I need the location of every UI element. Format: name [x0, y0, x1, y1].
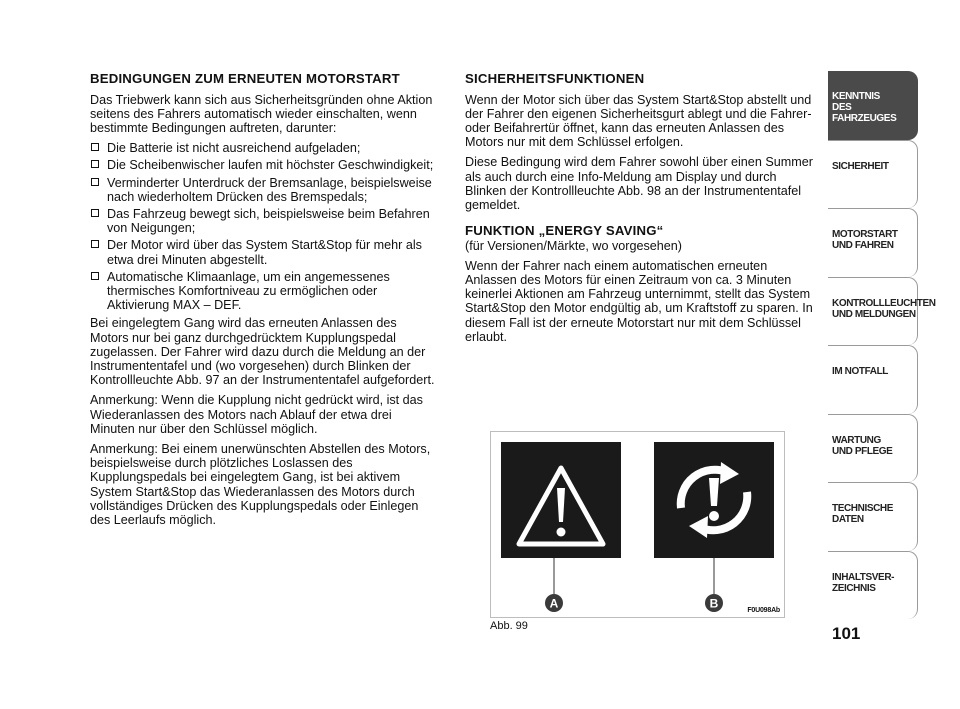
intro-paragraph: Das Triebwerk kann sich aus Sicherheitsgründen ohne Aktion seitens des Fahrers automatisch wieder einschalten, wenn bestimmte Bedingungen auftreten, darunter:	[90, 92, 433, 135]
list-item: Das Fahrzeug bewegt sich, beispielsweise beim Befahren von Neigungen;	[90, 207, 438, 235]
tab-wartung[interactable]: WARTUNG UND PFLEGE	[828, 414, 918, 483]
figure-caption: Abb. 99	[490, 620, 528, 632]
tab-kontrollleuchten[interactable]: KONTROLLLEUCHTEN UND MELDUNGEN	[828, 277, 918, 346]
checkbox-bullet-icon	[91, 178, 99, 186]
tab-technische-daten[interactable]: TECHNISCHE DATEN	[828, 482, 918, 551]
figure-code: F0U098Ab	[747, 607, 780, 614]
checkbox-bullet-icon	[91, 209, 99, 217]
label-a: A	[549, 596, 559, 611]
list-item: Verminderter Unterdruck der Bremsanlage, beispielsweise nach wiederholtem Drücken des Bremspedals;	[90, 176, 438, 204]
list-item: Die Scheibenwischer laufen mit höchster Geschwindigkeit;	[90, 158, 438, 172]
paragraph-note-stall: Anmerkung: Bei einem unerwünschten Abstellen des Motors, beispielsweise durch plötzliches Loslassen des Kupplungspedals bei eingelegtem Gang, ist bei aktivem System Start&Stop das Wiederanlassen des Motors durch vollständiges Drücken des Kupplungspedals oder Einlegen des Leerlaufs möglich.	[90, 441, 431, 527]
left-column	[90, 72, 438, 533]
chapter-tabs	[828, 71, 936, 619]
label-b: B	[709, 596, 719, 611]
figure-abb-99	[490, 431, 785, 618]
paragraph-note-clutch: Anmerkung: Wenn die Kupplung nicht gedrückt wird, ist das Wiederanlassen des Motors nach Ablauf der etwa drei Minuten nur über den Schlüssel möglich.	[90, 393, 423, 436]
energy-saving-subtitle: (für Versionen/Märkte, wo vorgesehen)	[465, 238, 682, 253]
list-item: Der Motor wird über das System Start&Stop für mehr als etwa drei Minuten abgestellt.	[90, 238, 438, 266]
tab-kenntnis[interactable]: KENNTNIS DES FAHRZEUGES	[828, 71, 918, 140]
tab-motorstart[interactable]: MOTORSTART UND FAHREN	[828, 208, 918, 277]
heading-restart-conditions: BEDINGUNGEN ZUM ERNEUTEN MOTORSTART	[90, 71, 400, 86]
checkbox-bullet-icon	[91, 272, 99, 280]
right-column	[465, 72, 813, 350]
conditions-list	[90, 141, 438, 312]
tab-sicherheit[interactable]: SICHERHEIT	[828, 140, 918, 209]
paragraph-safety-1: Wenn der Motor sich über das System Start&Stop abstellt und der Fahrer den eigenen Sicherheitsgurt ablegt und die Fahrer- oder Beifahrertür öffnet, kann das erneuten Anlassen des Motors nur mit dem Schlüssel erfolgen.	[465, 92, 812, 150]
tab-inhaltsverzeichnis[interactable]: INHALTSVER- ZEICHNIS	[828, 551, 918, 620]
heading-safety-functions: SICHERHEITSFUNKTIONEN	[465, 71, 645, 86]
figure-drawing	[491, 432, 784, 617]
heading-energy-saving: FUNKTION „ENERGY SAVING“	[465, 223, 664, 239]
checkbox-bullet-icon	[91, 160, 99, 168]
paragraph-gear-engaged: Bei eingelegtem Gang wird das erneuten Anlassen des Motors nur bei ganz durchgedrücktem Kupplungspedal zugelassen. Der Fahrer wird dazu durch die Meldung an der Instrumententafel und (wo vorgesehen) durch Blinken der Kontrollleuchte Abb. 97 an der Instrumententafel aufgefordert.	[90, 316, 435, 388]
paragraph-safety-2: Diese Bedingung wird dem Fahrer sowohl über einen Summer als auch durch eine Info-Meldung am Display und durch Blinken der Kontrollleuchte Abb. 98 an der Instrumententafel gemeldet.	[465, 155, 813, 212]
page-number: 101	[832, 624, 861, 643]
checkbox-bullet-icon	[91, 143, 99, 151]
list-item: Die Batterie ist nicht ausreichend aufgeladen;	[90, 141, 438, 155]
list-item: Automatische Klimaanlage, um ein angemessenes thermisches Komfortniveau zu ermöglichen oder Aktivierung MAX – DEF.	[90, 270, 438, 313]
checkbox-bullet-icon	[91, 240, 99, 248]
paragraph-energy-saving: Wenn der Fahrer nach einem automatischen erneuten Anlassen des Motors für einen Zeitraum von ca. 3 Minuten keinerlei Aktionen am Fahrzeug unternimmt, stellt das System Start&Stop den Motor endgültig ab, um Kraftstoff zu sparen. In diesem Fall ist der erneute Motorstart nur mit dem Schlüssel erlaubt.	[465, 258, 813, 344]
tab-im-notfall[interactable]: IM NOTFALL	[828, 345, 918, 414]
